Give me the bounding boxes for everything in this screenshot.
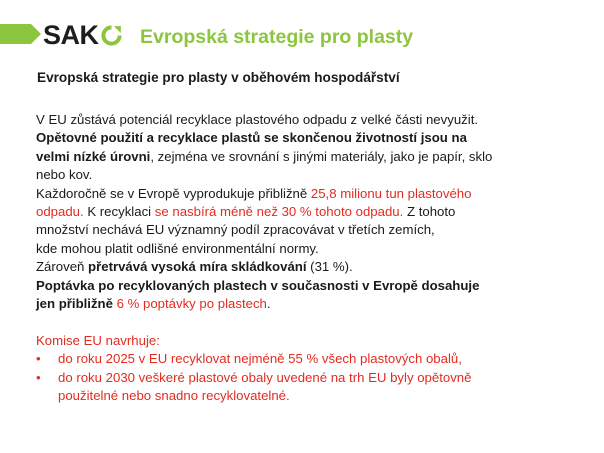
green-accent-bar [0, 24, 31, 44]
highlight-text: se nasbírá méně než 30 % tohoto odpadu. [154, 204, 404, 220]
spacer [36, 313, 576, 331]
text: Zároveň [36, 259, 89, 275]
body-line: kde mohou platit odlišné environmentální normy. [36, 240, 319, 256]
slide-subtitle: Evropská strategie pro plasty v oběhovém hospodářství [37, 70, 400, 85]
bullet-icon: • [36, 351, 41, 367]
body-line: nebo kov. [36, 167, 93, 183]
body-line: Poptávka po recyklovaných plastech v současnosti v Evropě dosahuje [36, 277, 480, 293]
proposal-heading: Komise EU navrhuje: [36, 332, 160, 348]
bullet-icon: • [36, 369, 41, 385]
text: , zejména ve srovnání s jinými materiály, jako je papír, sklo [150, 148, 493, 164]
body-line [36, 203, 576, 221]
logo-text: SAK [43, 20, 99, 50]
text: Z tohoto [403, 204, 456, 220]
highlight-text: 25,8 milionu tun plastového [310, 185, 472, 201]
bullet-text: do roku 2025 v EU recyklovat nejméně 55 % všech plastových obalů, [58, 351, 462, 367]
body-text [36, 111, 576, 405]
text: Každoročně se v Evropě vyprodukuje přibližně [36, 185, 311, 201]
body-line [36, 148, 576, 166]
bold-text: velmi nízké úrovni [36, 148, 151, 164]
body-line [36, 185, 576, 203]
proposal-bullet [36, 369, 576, 387]
text: . [266, 296, 271, 312]
bullet-text-continuation: použitelné nebo snadno recyklovatelné. [58, 388, 290, 404]
body-line: množství nechává EU významný podíl zpracovávat v třetích zemích, [36, 222, 435, 238]
highlight-text: odpadu. [36, 204, 84, 220]
proposal-bullet [36, 350, 576, 368]
logo-ring-icon [101, 25, 122, 46]
header-title: Evropská strategie pro plasty [140, 26, 414, 48]
text: (31 %). [306, 259, 353, 275]
body-line [36, 295, 576, 313]
body-line [36, 258, 576, 276]
body-line: V EU zůstává potenciál recyklace plastového odpadu z velké části nevyužit. [36, 112, 479, 127]
sako-logo [43, 21, 122, 49]
body-line: Opětovné použití a recyklace plastů se skončenou životností jsou na [36, 130, 467, 146]
text: K recyklaci [83, 204, 155, 220]
highlight-text: 6 % poptávky po plastech [112, 296, 267, 312]
bold-text: přetrvává vysoká míra skládkování [88, 259, 307, 275]
bullet-text: do roku 2030 veškeré plastové obaly uvedené na trh EU byly opětovně [58, 369, 472, 385]
bold-text: jen přibližně [36, 296, 113, 312]
